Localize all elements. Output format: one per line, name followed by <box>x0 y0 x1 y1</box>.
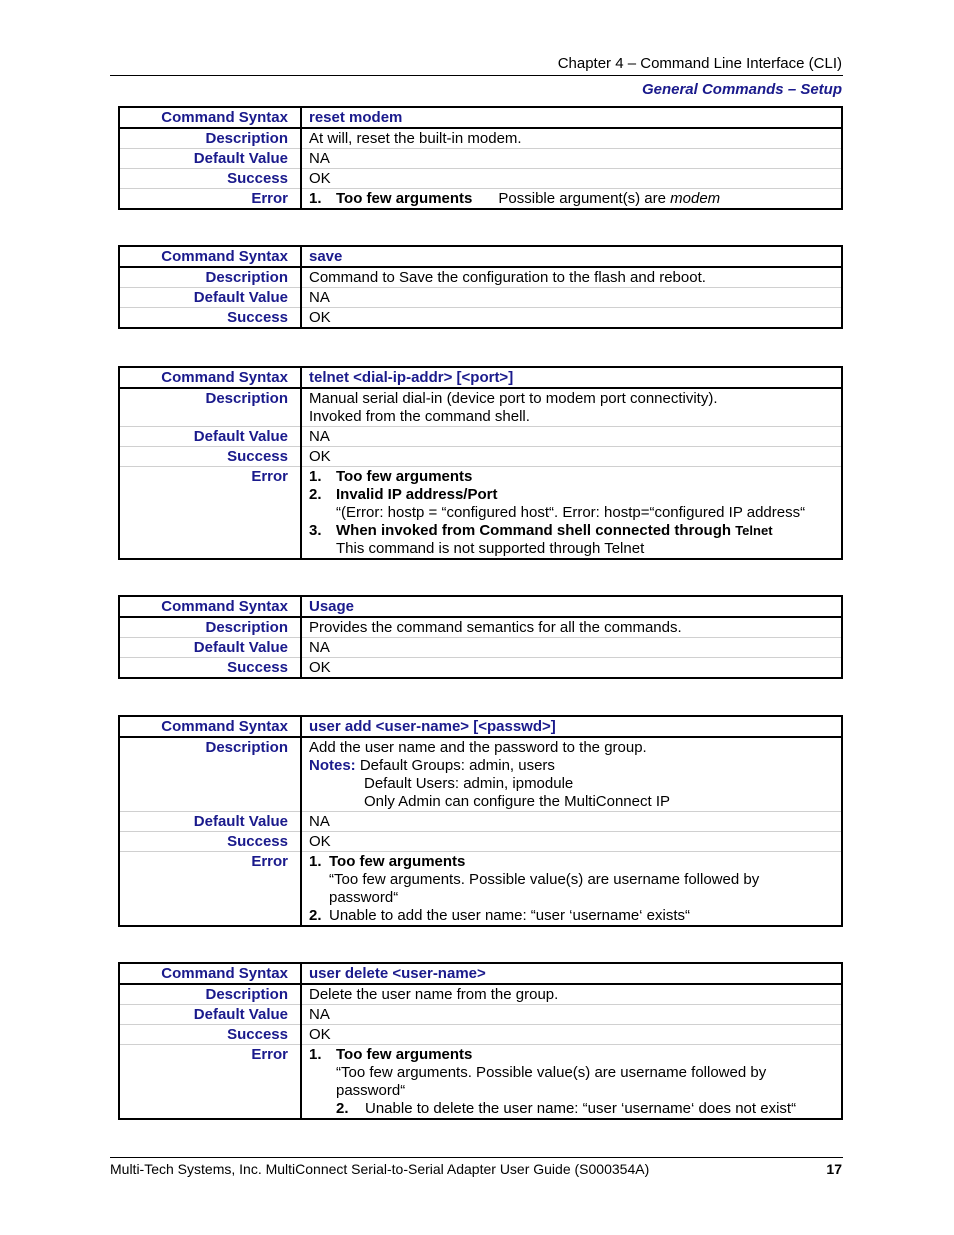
header-rule <box>110 75 843 76</box>
error-text: password“ <box>329 889 399 906</box>
error-value <box>301 467 842 560</box>
error-number: 1. <box>309 190 322 207</box>
label-description: Description <box>119 617 301 638</box>
success-value: OK <box>301 832 842 852</box>
label-description: Description <box>119 128 301 149</box>
error-value <box>301 189 842 210</box>
syntax-value: save <box>301 246 842 267</box>
notes-text: Only Admin can configure the MultiConnect IP <box>364 793 670 810</box>
notes-text: Default Users: admin, ipmodule <box>364 775 574 792</box>
error-text: password“ <box>336 1082 406 1099</box>
header-section: General Commands – Setup <box>641 81 842 98</box>
description-value <box>301 388 842 427</box>
notes-text: Default Groups: admin, users <box>359 757 555 774</box>
description-line: Invoked from the command shell. <box>309 408 530 425</box>
syntax-value: user add <user-name> [<passwd>] <box>301 716 842 737</box>
description-value: Provides the command semantics for all the commands. <box>301 617 842 638</box>
label-default: Default Value <box>119 812 301 832</box>
error-text: Possible argument(s) are <box>498 190 666 207</box>
error-title: Too few arguments <box>329 853 466 870</box>
error-title: When invoked from Command shell connected through <box>336 522 732 539</box>
error-number: 1. <box>309 853 322 870</box>
success-value: OK <box>301 1025 842 1045</box>
default-value: NA <box>301 1005 842 1025</box>
label-error: Error <box>119 852 301 927</box>
footer-text: Multi-Tech Systems, Inc. MultiConnect Serial-to-Serial Adapter User Guide (S000354A) <box>110 1161 650 1177</box>
error-item <box>309 468 835 486</box>
label-syntax: Command Syntax <box>119 596 301 617</box>
command-table-usage <box>118 595 843 679</box>
description-line: Add the user name and the password to the group. <box>309 739 647 756</box>
description-value <box>301 737 842 812</box>
label-success: Success <box>119 832 301 852</box>
description-value: Delete the user name from the group. <box>301 984 842 1005</box>
command-table-telnet <box>118 366 843 560</box>
error-text: “Too few arguments. Possible value(s) are username followed by <box>336 1064 767 1081</box>
default-value: NA <box>301 427 842 447</box>
error-item <box>309 522 835 540</box>
error-text: Unable to delete the user name: “user ‘username‘ does not exist“ <box>365 1100 797 1117</box>
label-default: Default Value <box>119 1005 301 1025</box>
syntax-value: reset modem <box>301 107 842 128</box>
label-default: Default Value <box>119 288 301 308</box>
error-value <box>301 852 842 927</box>
error-text: This command is not supported through Telnet <box>336 540 645 557</box>
error-title: Invalid IP address/Port <box>336 486 498 503</box>
error-number: 3. <box>309 522 322 539</box>
syntax-value: telnet <dial-ip-addr> [<port>] <box>301 367 842 388</box>
label-error: Error <box>119 189 301 210</box>
error-item <box>309 1046 835 1064</box>
error-number: 2. <box>336 1100 349 1117</box>
label-syntax: Command Syntax <box>119 246 301 267</box>
notes-line <box>309 757 835 775</box>
error-item <box>309 907 835 925</box>
command-table-save <box>118 245 843 329</box>
error-title-suffix: Telnet <box>735 523 773 538</box>
label-description: Description <box>119 388 301 427</box>
command-table-user-add <box>118 715 843 927</box>
label-description: Description <box>119 737 301 812</box>
label-description: Description <box>119 267 301 288</box>
header-chapter: Chapter 4 – Command Line Interface (CLI) <box>557 55 842 72</box>
label-success: Success <box>119 447 301 467</box>
error-title: Too few arguments <box>336 468 473 485</box>
error-item <box>309 486 835 504</box>
success-value: OK <box>309 309 331 326</box>
command-table-user-delete <box>118 962 843 1120</box>
page-number: 17 <box>826 1161 842 1177</box>
error-value <box>301 1045 842 1120</box>
description-value: At will, reset the built-in modem. <box>301 128 842 149</box>
success-value: OK <box>301 447 842 467</box>
success-value: OK <box>301 169 842 189</box>
error-number: 2. <box>309 907 322 924</box>
label-description: Description <box>119 984 301 1005</box>
label-error: Error <box>119 467 301 560</box>
description-line: Manual serial dial-in (device port to modem port connectivity). <box>309 390 718 407</box>
label-syntax: Command Syntax <box>119 107 301 128</box>
default-value: NA <box>301 638 842 658</box>
label-success: Success <box>119 658 301 679</box>
error-number: 1. <box>309 1046 322 1063</box>
syntax-value: Usage <box>301 596 842 617</box>
label-success: Success <box>119 169 301 189</box>
default-value: NA <box>301 149 842 169</box>
label-syntax: Command Syntax <box>119 367 301 388</box>
label-error: Error <box>119 1045 301 1120</box>
label-default: Default Value <box>119 427 301 447</box>
error-text: “Too few arguments. Possible value(s) are username followed by <box>329 871 760 888</box>
label-default: Default Value <box>119 149 301 169</box>
success-value: OK <box>309 659 331 676</box>
footer-rule <box>110 1157 843 1158</box>
error-text: “(Error: hostp = “configured host“. Error: hostp=“configured IP address“ <box>336 504 806 521</box>
command-table-reset-modem <box>118 106 843 210</box>
description-value: Command to Save the configuration to the flash and reboot. <box>301 267 842 288</box>
error-number: 1. <box>309 468 322 485</box>
error-number: 2. <box>309 486 322 503</box>
error-title: Too few arguments <box>336 1046 473 1063</box>
notes-label: Notes: <box>309 757 356 774</box>
default-value: NA <box>301 288 842 308</box>
error-argument: modem <box>670 190 721 207</box>
error-item <box>309 853 835 871</box>
error-text: Unable to add the user name: “user ‘username‘ exists“ <box>329 907 691 924</box>
label-default: Default Value <box>119 638 301 658</box>
label-success: Success <box>119 1025 301 1045</box>
label-syntax: Command Syntax <box>119 963 301 984</box>
error-item <box>309 1100 835 1118</box>
syntax-value: user delete <user-name> <box>301 963 842 984</box>
label-syntax: Command Syntax <box>119 716 301 737</box>
error-title: Too few arguments <box>336 190 473 207</box>
default-value: NA <box>301 812 842 832</box>
label-success: Success <box>119 308 301 329</box>
